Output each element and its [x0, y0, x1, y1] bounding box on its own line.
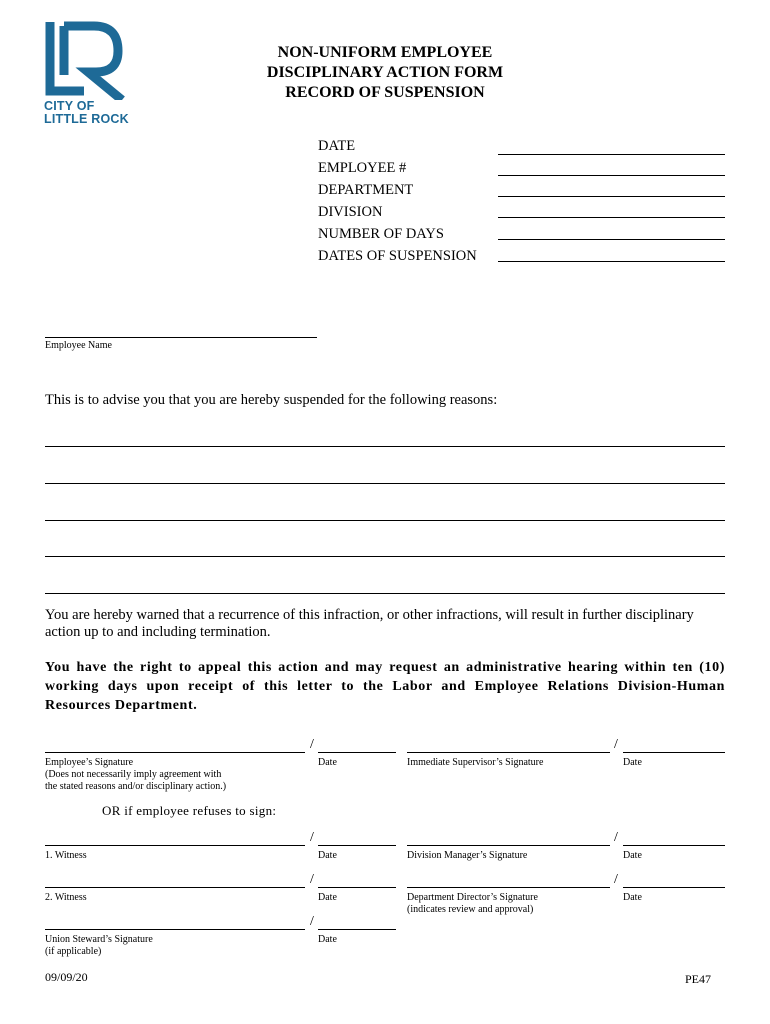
advise-text: This is to advise you that you are hereby suspended for the following reasons: [45, 392, 498, 408]
warning-text: You are hereby warned that a recurrence of this infraction, or other infractions, will result in further disciplinary action up to and including termination. [45, 607, 694, 640]
reason-line-1[interactable] [45, 446, 725, 447]
witness-1-label: 1. Witness [45, 850, 87, 861]
slash: / [310, 872, 314, 887]
date-label: Date [318, 892, 337, 903]
supervisor-date-field[interactable] [623, 752, 725, 753]
date-label: Date [318, 757, 337, 768]
employee-name-field[interactable] [45, 337, 317, 338]
slash: / [310, 830, 314, 845]
witness-2-date-field[interactable] [318, 887, 396, 888]
employee-signature-note-2: the stated reasons and/or disciplinary action.) [45, 781, 227, 792]
date-label: DATE [318, 138, 356, 154]
slash: / [614, 830, 618, 845]
division-field[interactable] [498, 217, 725, 218]
number-of-days-field[interactable] [498, 239, 725, 240]
date-label: Date [318, 850, 337, 861]
form-title [200, 43, 570, 103]
employee-number-label: EMPLOYEE # [318, 160, 407, 176]
department-director-signature-field[interactable] [407, 887, 610, 888]
city-logo [44, 20, 136, 126]
witness-1-field[interactable] [45, 845, 305, 846]
logo-line1: CITY OF [44, 99, 95, 113]
title-line-2: DISCIPLINARY ACTION FORM [266, 64, 504, 81]
title-line-1: NON-UNIFORM EMPLOYEE [277, 44, 493, 61]
employee-name-label: Employee Name [45, 340, 112, 351]
date-label: Date [318, 934, 337, 945]
witness-2-label: 2. Witness [45, 892, 87, 903]
slash: / [614, 737, 618, 752]
witness-2-field[interactable] [45, 887, 305, 888]
slash: / [614, 872, 618, 887]
witness-1-date-field[interactable] [318, 845, 396, 846]
employee-number-field[interactable] [498, 175, 725, 176]
date-label: Date [623, 757, 642, 768]
slash: / [310, 737, 314, 752]
supervisor-signature-label: Immediate Supervisor’s Signature [407, 757, 544, 768]
reason-line-3[interactable] [45, 520, 725, 521]
union-steward-date-field[interactable] [318, 929, 396, 930]
union-steward-note: (if applicable) [45, 946, 102, 957]
logo-line2: LITTLE ROCK [44, 112, 129, 126]
date-label: Date [623, 850, 642, 861]
appeal-text: You have the right to appeal this action and may request an administrative hearing within ten (10) working days upon receipt of this letter to the Labor and Employee Relations Division-Human Resources Department. [45, 660, 725, 713]
department-director-date-field[interactable] [623, 887, 725, 888]
date-label: Date [623, 892, 642, 903]
department-director-label: Department Director’s Signature [407, 892, 538, 903]
department-label: DEPARTMENT [318, 182, 414, 198]
reason-line-2[interactable] [45, 483, 725, 484]
employee-date-field[interactable] [318, 752, 396, 753]
footer-date: 09/09/20 [45, 970, 88, 984]
department-director-note: (indicates review and approval) [407, 904, 534, 915]
slash: / [310, 914, 314, 929]
refuse-text: OR if employee refuses to sign: [102, 803, 277, 818]
division-manager-date-field[interactable] [623, 845, 725, 846]
reason-line-4[interactable] [45, 556, 725, 557]
supervisor-signature-field[interactable] [407, 752, 610, 753]
dates-of-suspension-label: DATES OF SUSPENSION [318, 248, 477, 264]
employee-signature-note-1: (Does not necessarily imply agreement with [45, 769, 222, 780]
division-manager-label: Division Manager’s Signature [407, 850, 528, 861]
department-field[interactable] [498, 196, 725, 197]
division-manager-signature-field[interactable] [407, 845, 610, 846]
lr-logo-icon [44, 20, 136, 100]
union-steward-label: Union Steward’s Signature [45, 934, 153, 945]
date-field[interactable] [498, 154, 725, 155]
union-steward-signature-field[interactable] [45, 929, 305, 930]
employee-signature-label: Employee’s Signature [45, 757, 134, 768]
form-code: PE47 [685, 972, 712, 986]
division-label: DIVISION [318, 204, 383, 220]
dates-of-suspension-field[interactable] [498, 261, 725, 262]
number-of-days-label: NUMBER OF DAYS [318, 226, 444, 242]
reason-line-5[interactable] [45, 593, 725, 594]
employee-signature-field[interactable] [45, 752, 305, 753]
title-line-3: RECORD OF SUSPENSION [285, 84, 485, 101]
